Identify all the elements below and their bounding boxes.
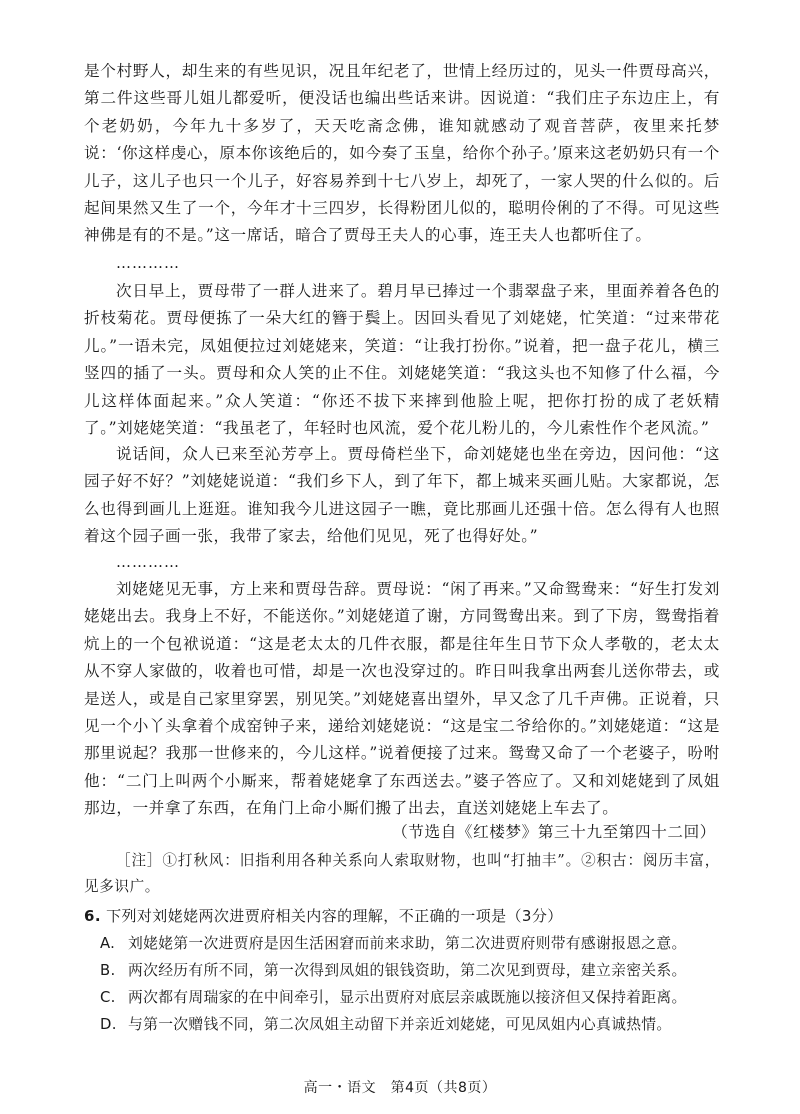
footnote: ［注］①打秋风：旧指利用各种关系向人索取财物，也叫“打抽丰”。②积古：阅历丰富，见多识广。	[84, 852, 720, 895]
page-footer: 高一・语文 第4页（共8页）	[303, 1080, 497, 1096]
option-text: 两次都有周瑞家的在中间牵引，显示出贾府对底层亲戚既施以接济但又保持着距离。	[128, 989, 687, 1006]
passage-paragraph-1: 是个村野人，却生来的有些见识，况且年纪老了，世情上经历过的，见头一件贾母高兴，第二件这些哥儿姐儿都爱听，便没话也编出些话来讲。因说道：“我们庄子东边庄上，有个老奶奶，今年九十多岁了，天天吃斋念佛，谁知就感动了观音菩萨，夜里来托梦说：‘你这样虔心，原本你该绝后的，如今奏了玉皇，给你个孙子。’原来这老奶奶只有一个儿子，这儿子也只一个儿子，好容易养到十七八岁上，却死了，一家人哭的什么似的。后起间果然又生了一个，今年才十三四岁，长得粉团儿似的，聪明伶俐的了不得。可见这些神佛是有的不是。”这一席话，暗合了贾母王夫人的心事，连王夫人也都听住了。	[84, 62, 720, 245]
passage-paragraph-3: 说话间，众人已来至沁芳亭上。贾母倚栏坐下，命刘姥姥也坐在旁边，因问他：“这园子好不好？”刘姥姥说道：“我们乡下人，到了年下，都上城来买画儿贴。大家都说，怎么也得到画儿上逛逛。谁知我今儿进这园子一瞧，竟比那画儿还强十倍。怎么得有人也照着这个园子画一张，我带了家去，给他们见见，死了也得好处。”	[84, 445, 720, 546]
passage-source: （节选自《红楼梦》第三十九至第四十二回）	[392, 823, 716, 841]
option-letter: D.	[100, 1016, 117, 1033]
option-b	[100, 957, 730, 984]
option-d	[100, 1011, 730, 1038]
question-6-options	[100, 930, 730, 1038]
question-6-stem	[84, 905, 724, 926]
option-c	[100, 984, 730, 1011]
passage-paragraph-4: 刘姥姥见无事，方上来和贾母告辞。贾母说：“闲了再来。”又命鸳鸯来：“好生打发刘姥姥出去。我身上不好，不能送你。”刘姥姥道了谢，方同鸳鸯出来。到了下房，鸳鸯指着炕上的一个包袱说道：“这是老太太的几件衣服，都是往年生日节下众人孝敬的，老太太从不穿人家做的，收着也可惜，却是一次也没穿过的。昨日叫我拿出两套儿送你带去，或是送人，或是自己家里穿罢，别见笑。”刘姥姥喜出望外，早又念了几千声佛。正说着，只见一个小丫头拿着个成窑钟子来，递给刘姥姥说：“这是宝二爷给你的。”刘姥姥道：“这是那里说起？我那一世修来的，今儿这样。”说着便接了过来。鸳鸯又命了一个老婆子，吩咐他：“二门上叫两个小厮来，帮着姥姥拿了东西送去。”婆子答应了。又和刘姥姥到了凤姐那边，一并拿了东西，在角门上命小厮们搬了出去，直送刘姥姥上车去了。	[84, 580, 720, 818]
option-a	[100, 930, 730, 957]
passage-ellipsis-2: …………	[116, 553, 180, 571]
option-letter: C.	[100, 989, 116, 1006]
option-letter: A.	[100, 935, 116, 952]
option-text: 与第一次赠钱不同，第二次凤姐主动留下并亲近刘姥姥，可见凤姐内心真诚热情。	[128, 1016, 672, 1033]
question-number: 6.	[84, 907, 101, 925]
option-text: 刘姥姥第一次进贾府是因生活困窘而前来求助，第二次进贾府则带有感谢报恩之意。	[128, 935, 687, 952]
question-text: 下列对刘姥姥两次进贾府相关内容的理解，不正确的一项是（3分）	[106, 907, 563, 925]
option-text: 两次经历有所不同，第一次得到凤姐的银钱资助，第二次见到贾母，建立亲密关系。	[128, 962, 687, 979]
passage-paragraph-2: 次日早上，贾母带了一群人进来了。碧月早已捧过一个翡翠盘子来，里面养着各色的折枝菊花。贾母便拣了一朵大红的簪于鬓上。因回头看见了刘姥姥，忙笑道：“过来带花儿。”一语未完，凤姐便拉过刘姥姥来，笑道：“让我打扮你。”说着，把一盘子花儿，横三竖四的插了一头。贾母和众人笑的止不住。刘姥姥笑道：“我这头也不知修了什么福，今儿这样体面起来。”众人笑道：“你还不拔下来摔到他脸上呢，把你打扮的成了老妖精了。”刘姥姥笑道：“我虽老了，年轻时也风流，爱个花儿粉儿的，今儿索性作个老风流。”	[84, 282, 720, 438]
passage-ellipsis-1: …………	[116, 254, 180, 272]
option-letter: B.	[100, 962, 116, 979]
